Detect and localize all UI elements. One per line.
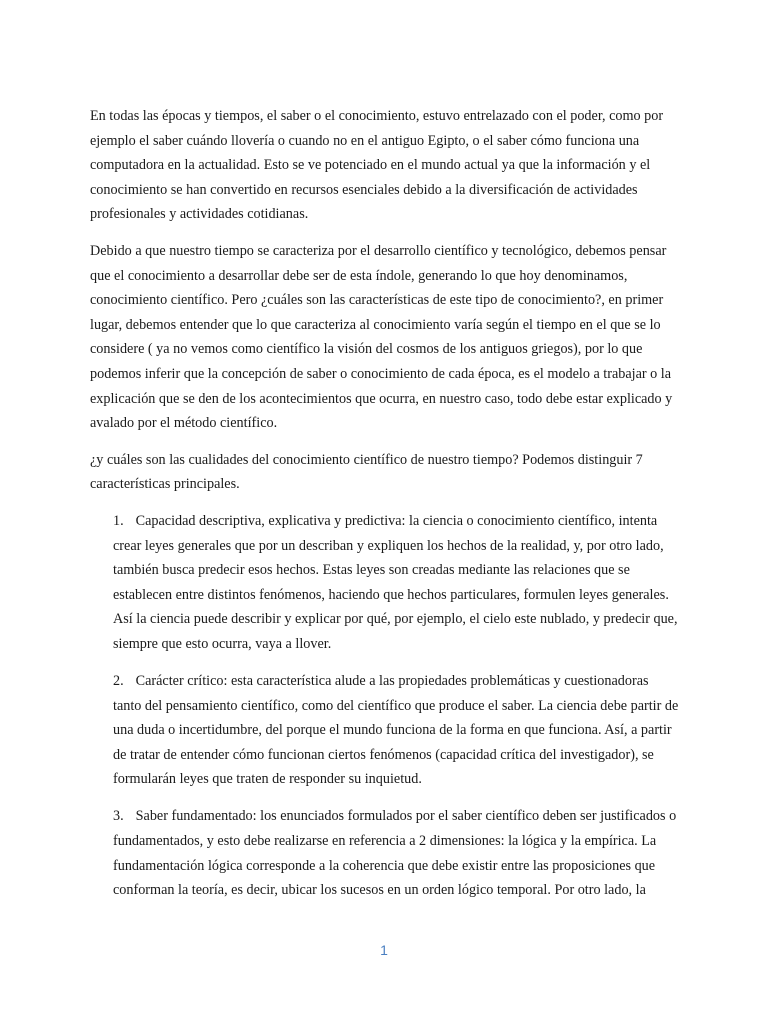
list-item-text: Carácter crítico: esta característica alude a las propiedades problemáticas y cuestionadoras tanto del pensamiento científico, como del científico que produce el saber. La ciencia debe partir de una duda o incertidumbre, del porque el mundo funciona de la forma en que funciona. Así, a partir de tratar de entender cómo funcionan ciertos fenómenos (capacidad crítica del investigador), se formularán leyes que traten de responder su inquietud. <box>113 672 679 788</box>
page-number: 1 <box>380 942 388 958</box>
list-item <box>90 669 680 792</box>
list-item-number: 3. <box>113 808 124 825</box>
list-item <box>90 804 680 902</box>
list-item-number: 1. <box>113 512 124 529</box>
paragraph-qualities-question: ¿y cuáles son las cualidades del conocimiento científico de nuestro tiempo? Podemos distinguir 7 características principales. <box>90 451 643 493</box>
paragraph-scientific-knowledge: Debido a que nuestro tiempo se caracteriza por el desarrollo científico y tecnológico, debemos pensar que el conocimiento a desarrollar debe ser de esta índole, generando lo que hoy denominamos, conocimiento científico. Pero ¿cuáles son las características de este tipo de conocimiento?, en primer lugar, debemos entender que lo que caracteriza al conocimiento varía según el tiempo en el que se lo considere ( ya no vemos como científico la visión del cosmos de los antiguos griegos), por lo que podemos inferir que la concepción de saber o conocimiento de cada época, es el modelo a trabajar o la explicación que se den de los acontecimientos que ocurra, en nuestro caso, todo debe estar explicado y avalado por el método científico. <box>90 242 673 432</box>
paragraph-intro: En todas las épocas y tiempos, el saber o el conocimiento, estuvo entrelazado con el poder, como por ejemplo el saber cuándo llovería o cuando no en el antiguo Egipto, o el saber cómo funciona una computadora en la actualidad. Esto se ve potenciado en el mundo actual ya que la información y el conocimiento se han convertido en recursos esenciales debido a la diversificación de actividades profesionales y actividades cotidianas. <box>90 108 664 223</box>
list-item-number: 2. <box>113 672 124 689</box>
list-item-text: Saber fundamentado: los enunciados formulados por el saber científico deben ser justificados o fundamentados, y esto debe realizarse en referencia a 2 dimensiones: la lógica y la empírica. La fundamentación lógica corresponde a la coherencia que debe existir entre las proposiciones que conforman la teoría, es decir, ubicar los sucesos en un orden lógico temporal. Por otro lado, la <box>113 808 677 899</box>
document-body <box>90 104 680 915</box>
list-item <box>90 509 680 657</box>
list-item-text: Capacidad descriptiva, explicativa y predictiva: la ciencia o conocimiento científico, intenta crear leyes generales que por un describan y expliquen los hechos de la realidad, y, por otro lado, también busca predecir esos hechos. Estas leyes son creadas mediante las relaciones que se establecen entre distintos fenómenos, haciendo que hechos particulares, formulen leyes generales. Así la ciencia puede describir y explicar por qué, por ejemplo, el cielo este nublado, y predecir que, siempre que esto ocurra, vaya a llover. <box>113 512 678 652</box>
